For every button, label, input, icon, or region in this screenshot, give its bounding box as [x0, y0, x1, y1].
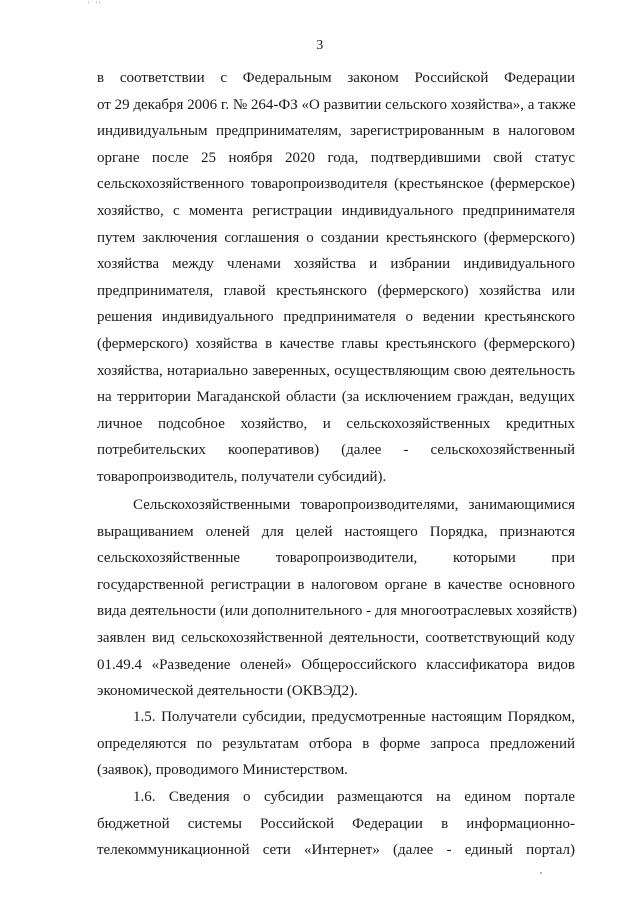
paragraph-line: хозяйства, нотариально заверенных, осуществляющим свою деятельность: [97, 362, 575, 379]
paragraph-line: на территории Магаданской области (за исключением граждан, ведущих: [97, 389, 575, 406]
paragraph-line: вида деятельности (или дополнительного - для многоотраслевых хозяйств): [97, 603, 577, 620]
paragraph-line: потребительских кооперативов) (далее - сельскохозяйственный: [97, 442, 575, 459]
scan-speck: [540, 872, 542, 874]
paragraph-line: заявлен вид сельскохозяйственной деятельности, соответствующий коду: [97, 629, 575, 646]
paragraph-line: индивидуальным предпринимателям, зарегистрированным в налоговом: [97, 123, 575, 140]
paragraph-line: личное подсобное хозяйство, и сельскохозяйственных кредитных: [97, 415, 575, 432]
paragraph-line: от 29 декабря 2006 г. № 264-ФЗ «О развитии сельского хозяйства», а также: [97, 96, 576, 113]
paragraph-line: выращиванием оленей для целей настоящего Порядка, признаются: [97, 523, 575, 540]
paragraph-line: предпринимателя, главой крестьянского (фермерского) хозяйства или: [97, 282, 575, 299]
scan-artifact-mark: ' '': [88, 0, 103, 9]
paragraph-3: [97, 704, 575, 784]
paragraph-line: решения индивидуального предпринимателя о ведении крестьянского: [97, 309, 575, 326]
paragraph-line: хозяйства между членами хозяйства и избрании индивидуального: [97, 256, 575, 273]
paragraph-line: 1.6. Сведения о субсидии размещаются на едином портале: [133, 789, 575, 805]
paragraph-line: бюджетной системы Российской Федерации в информационно-: [97, 815, 575, 832]
paragraph-line: государственной регистрации в налоговом органе в качестве основного: [97, 576, 575, 593]
paragraph-line: товаропроизводитель, получатели субсидий).: [97, 468, 387, 485]
paragraph-line: сельскохозяйственные товаропроизводители, которыми при: [97, 550, 575, 567]
paragraph-line: Сельскохозяйственными товаропроизводителями, занимающимися: [133, 497, 575, 513]
paragraph-line: телекоммуникационной сети «Интернет» (далее - единый портал): [97, 842, 575, 859]
paragraph-line: (фермерского) хозяйства в качестве главы крестьянского (фермерского): [97, 335, 575, 352]
paragraph-line: (заявок), проводимого Министерством.: [97, 762, 348, 779]
paragraph-line: 01.49.4 «Разведение оленей» Общероссийского классификатора видов: [97, 656, 575, 673]
paragraph-line: экономической деятельности (ОКВЭД2).: [97, 683, 358, 700]
paragraph-line: путем заключения соглашения о создании крестьянского (фермерского): [97, 229, 575, 246]
paragraph-line: 1.5. Получатели субсидии, предусмотренные настоящим Порядком,: [133, 709, 575, 725]
paragraph-line: хозяйство, с момента регистрации индивидуального предпринимателя: [97, 202, 575, 219]
paragraph-line: органе после 25 ноября 2020 года, подтвердившими свой статус: [97, 149, 575, 166]
paragraph-line: сельскохозяйственного товаропроизводителя (крестьянское (фермерское): [97, 176, 575, 193]
page-number: 3: [316, 38, 324, 53]
paragraph-2: [97, 492, 575, 705]
paragraph-1: [97, 65, 575, 491]
paragraph-4: [97, 784, 575, 864]
paragraph-line: определяются по результатам отбора в форме запроса предложений: [97, 735, 575, 752]
paragraph-line: в соответствии с Федеральным законом Российской Федерации: [97, 70, 575, 86]
